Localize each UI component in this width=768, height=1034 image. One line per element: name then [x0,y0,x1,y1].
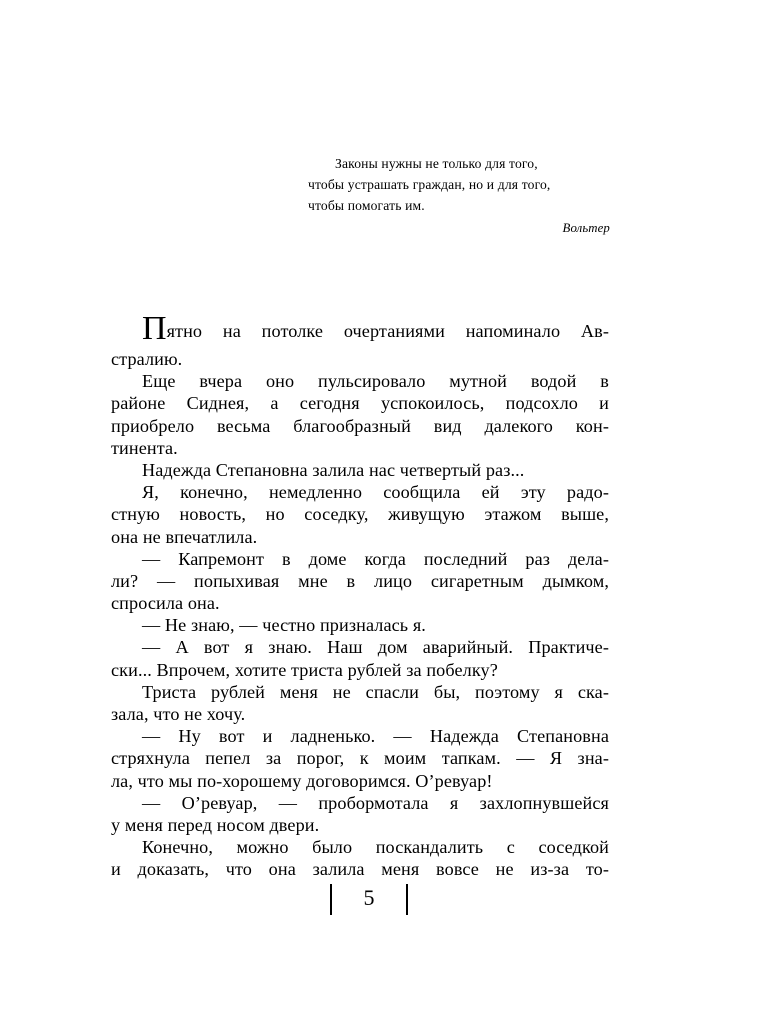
text-line: у меня перед носом двери. [111,814,320,835]
text-line: и доказать, что она залила меня вовсе не из-за то- [111,859,609,880]
epigraph-line: Законы нужны не только для того, [335,156,538,171]
text-line-content: ятно на потолке очертаниями напоминало Ав- [166,321,609,341]
text-line: стралию. [111,349,183,369]
body-text [111,310,609,881]
text-line: — О’ревуар, — пробормотала я захлопнувшейся [142,792,609,813]
text-line: приобрело весьма благообразный вид далекого кон- [111,415,609,436]
text-line: ски... Впрочем, хотите триста рублей за побелку? [111,659,498,680]
text-line: ла, что мы по-хорошему договоримся. О’ревуар! [111,770,493,791]
text-line [111,310,609,348]
drop-cap: П [142,310,167,347]
epigraph-line: чтобы устрашать граждан, но и для того, [308,177,551,192]
page-number: 5 [363,885,375,910]
text-line: она не впечатлила. [111,526,258,547]
epigraph-author: Вольтер [562,221,610,235]
epigraph-line: чтобы помогать им. [308,198,425,213]
page-folio [330,884,408,916]
epigraph [308,153,610,239]
text-line: Надежда Степановна залила нас четвертый раз... [142,459,525,480]
text-line: тинента. [111,437,178,458]
text-line: ли? — попыхивая мне в лицо сигаретным дымком, [111,570,609,591]
text-line: — А вот я знаю. Наш дом аварийный. Практиче- [142,637,609,658]
text-line: спросила она. [111,593,220,614]
text-line: стную новость, но соседку, живущую этажом выше, [111,504,609,525]
text-line: Конечно, можно было поскандалить с соседкой [142,837,609,858]
folio-right-rule [406,884,408,915]
text-line: Триста рублей меня не спасли бы, поэтому я ска- [142,681,609,702]
text-line: стряхнула пепел за порог, к моим тапкам. — Я зна- [111,748,609,769]
text-line: Еще вчера оно пульсировало мутной водой в [142,371,609,392]
text-line: — Ну вот и ладненько. — Надежда Степановна [142,726,609,747]
text-line: — Капремонт в доме когда последний раз дела- [142,548,609,569]
text-line: районе Сиднея, а сегодня успокоилось, подсохло и [111,393,609,414]
text-line: — Не знаю, — честно призналась я. [142,615,426,636]
text-line: Я, конечно, немедленно сообщила ей эту радо- [142,482,609,503]
text-line: зала, что не хочу. [111,704,246,724]
